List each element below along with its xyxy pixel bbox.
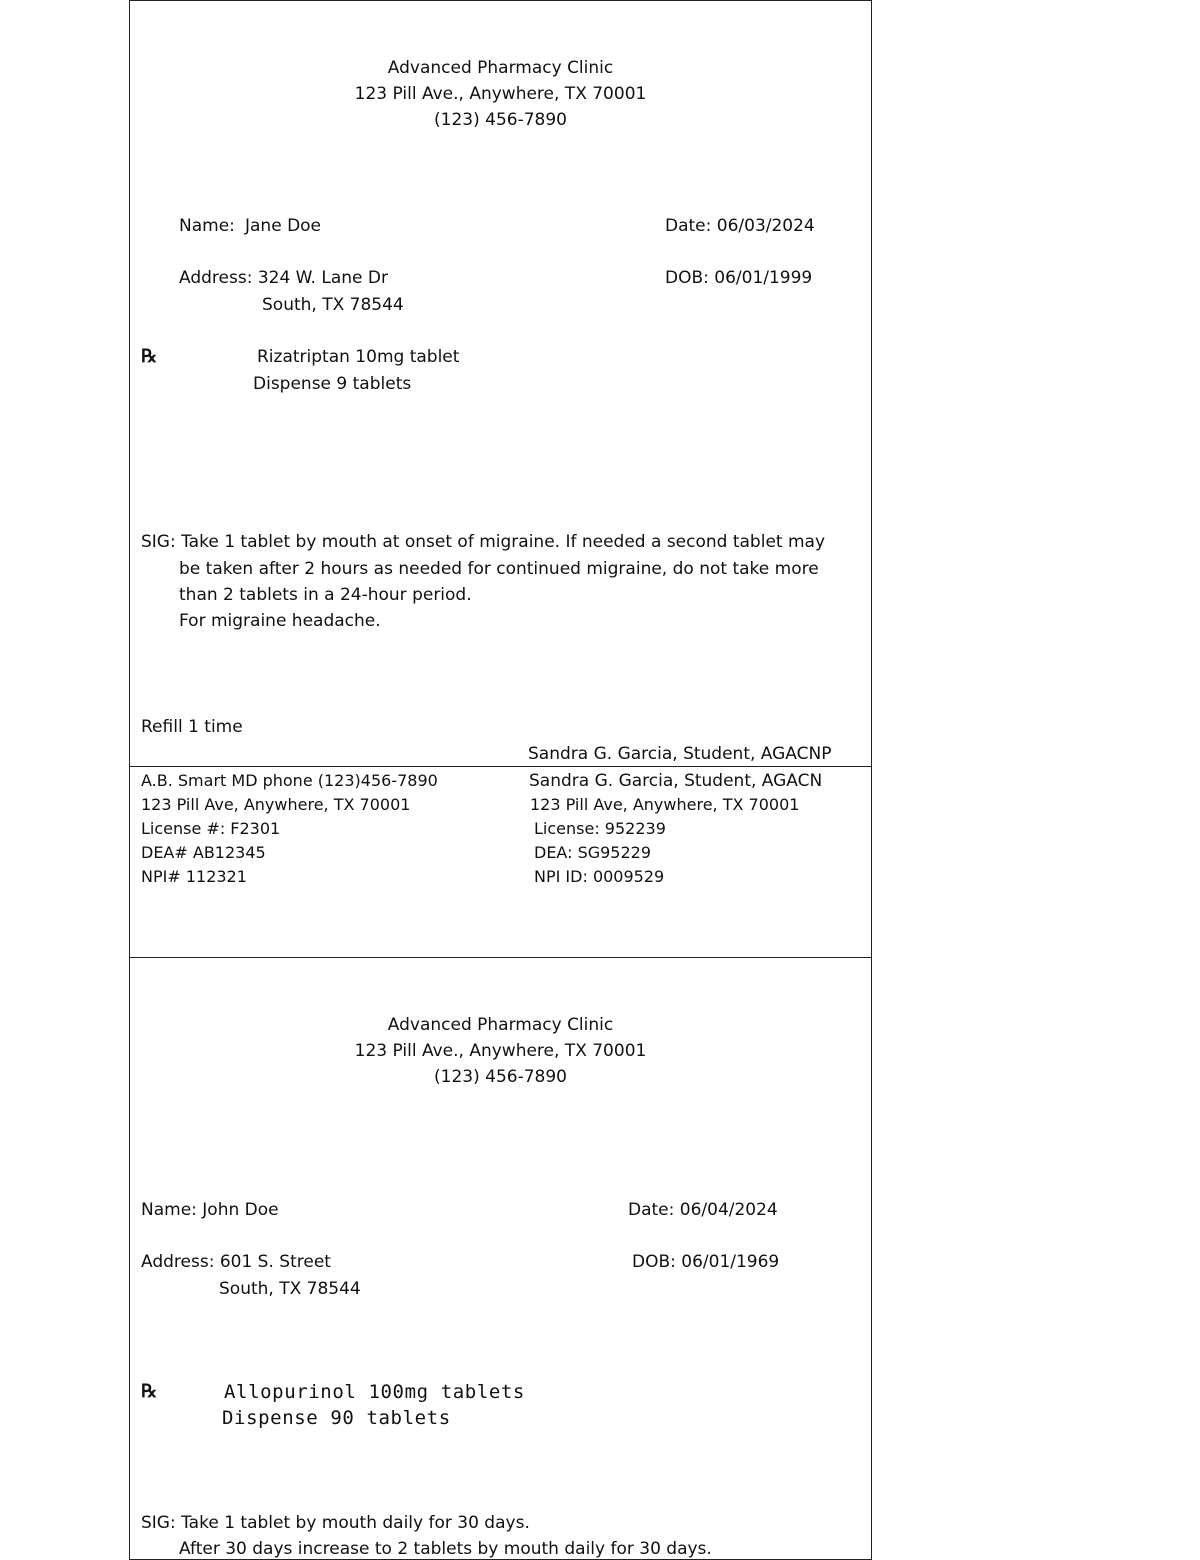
refill-count: Refill 1 time [141,717,243,737]
clinic-address: 123 Pill Ave., Anywhere, TX 70001 [354,1041,647,1061]
sig-line: SIG: Take 1 tablet by mouth at onset of migraine. If needed a second tablet may [141,532,826,552]
supervising-physician-line: 123 Pill Ave, Anywhere, TX 70001 [141,795,411,814]
medication-name: Rizatriptan 10mg tablet [257,347,460,367]
patient-name: Jane Doe [245,216,322,236]
patient-address-line1: Address: 324 W. Lane Dr [179,268,388,288]
prescriber-info-line: License: 952239 [534,819,666,838]
prescriber-info-line: DEA: SG95229 [534,843,652,862]
clinic-name: Advanced Pharmacy Clinic [387,58,614,78]
sig-line: For migraine headache. [179,611,381,631]
clinic-phone: (123) 456-7890 [434,110,567,130]
clinic-address: 123 Pill Ave., Anywhere, TX 70001 [354,84,647,104]
sig-line: be taken after 2 hours as needed for continued migraine, do not take more [179,559,819,579]
prescription-date: Date: 06/03/2024 [665,216,815,236]
sig-line: than 2 tablets in a 24-hour period. [179,585,472,605]
prescriber-info-line: Sandra G. Garcia, Student, AGACN [529,771,823,791]
sig-line: SIG: Take 1 tablet by mouth daily for 30 days. [141,1513,530,1533]
supervising-physician-line: NPI# 112321 [141,867,247,886]
patient-address-line1: Address: 601 S. Street [141,1252,331,1272]
prescription-date: Date: 06/04/2024 [628,1200,778,1220]
patient-name-label: Name: [179,216,235,236]
prescriber-signature: Sandra G. Garcia, Student, AGACNP [528,744,832,764]
supervising-physician-line: A.B. Smart MD phone (123)456-7890 [141,771,438,790]
clinic-phone: (123) 456-7890 [434,1067,567,1087]
patient-address-line2: South, TX 78544 [219,1279,361,1299]
supervising-physician-line: DEA# AB12345 [141,843,266,862]
rx-symbol-icon: ℞ [141,346,158,367]
signature-line [129,766,872,767]
rx-symbol-icon: ℞ [141,1381,158,1402]
prescription-divider [129,957,872,958]
medication-name: Allopurinol 100mg tablets [224,1381,525,1403]
prescriber-info-line: NPI ID: 0009529 [534,867,665,886]
patient-dob: DOB: 06/01/1999 [665,268,813,288]
clinic-name: Advanced Pharmacy Clinic [387,1015,614,1035]
supervising-physician-line: License #: F2301 [141,819,281,838]
patient-address-line2: South, TX 78544 [262,295,404,315]
dispense-quantity: Dispense 90 tablets [222,1407,451,1429]
patient-name: Name: John Doe [141,1200,279,1220]
dispense-quantity: Dispense 9 tablets [253,374,412,394]
sig-line: After 30 days increase to 2 tablets by mouth daily for 30 days. [179,1539,712,1559]
prescriber-info-line: 123 Pill Ave, Anywhere, TX 70001 [530,795,800,814]
patient-dob: DOB: 06/01/1969 [632,1252,780,1272]
